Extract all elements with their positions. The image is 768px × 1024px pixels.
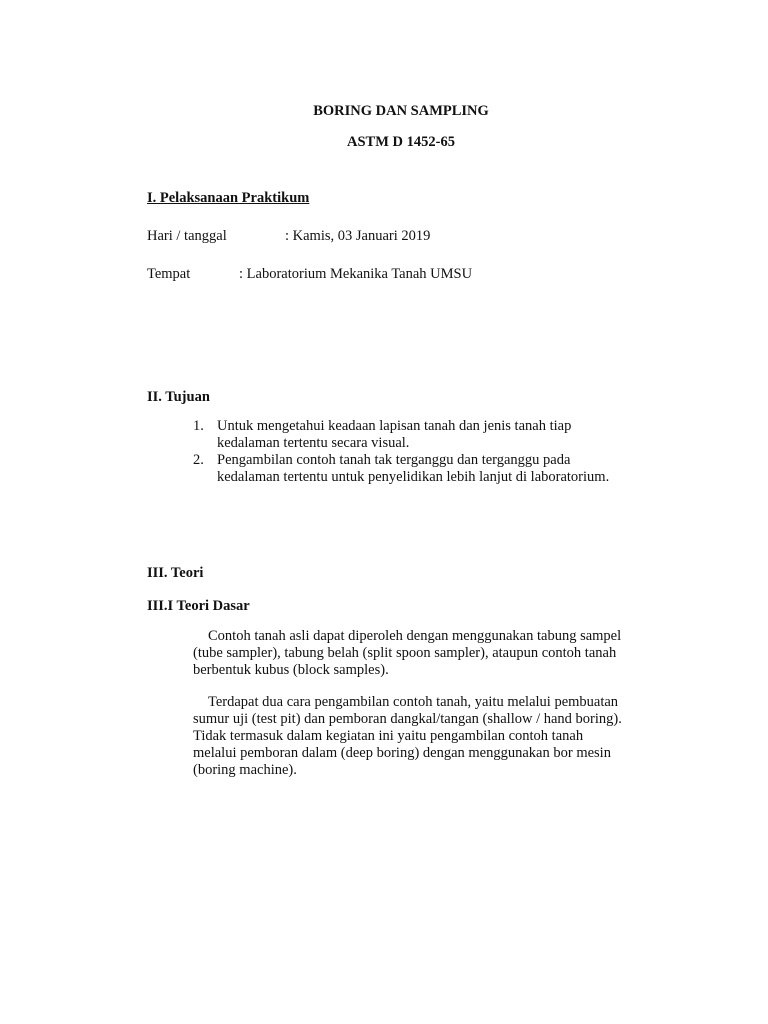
document-title: BORING DAN SAMPLING: [313, 103, 489, 119]
list-item-line: Pengambilan contoh tanah tak terganggu dan terganggu pada: [217, 452, 571, 468]
theory-paragraph-2: [193, 694, 663, 779]
paragraph-line: Tidak termasuk dalam kegiatan ini yaitu pengambilan contoh tanah: [193, 728, 584, 744]
paragraph-line: berbentuk kubus (block samples).: [193, 662, 389, 678]
section-2-heading: II. Tujuan: [147, 389, 210, 405]
paragraph-line: (tube sampler), tabung belah (split spoon sampler), ataupun contoh tanah: [193, 645, 617, 661]
list-item-number: 2.: [193, 452, 204, 468]
paragraph-line: (boring machine).: [193, 762, 297, 778]
place-value: : Laboratorium Mekanika Tanah UMSU: [239, 266, 473, 282]
section-3-heading: III. Teori: [147, 565, 204, 581]
paragraph-line: Contoh tanah asli dapat diperoleh dengan menggunakan tabung sampel: [208, 628, 622, 644]
date-value: : Kamis, 03 Januari 2019: [285, 228, 431, 244]
place-label: Tempat: [147, 266, 191, 282]
section-1-heading: I. Pelaksanaan Praktikum: [147, 190, 310, 206]
list-item-line: kedalaman tertentu untuk penyelidikan lebih lanjut di laboratorium.: [217, 469, 610, 485]
date-label: Hari / tanggal: [147, 228, 227, 244]
theory-paragraph-1: [193, 628, 663, 679]
list-item-line: Untuk mengetahui keadaan lapisan tanah dan jenis tanah tiap: [217, 418, 572, 434]
paragraph-line: Terdapat dua cara pengambilan contoh tanah, yaitu melalui pembuatan: [208, 694, 619, 710]
list-item: [193, 418, 663, 452]
paragraph-line: melalui pemboran dalam (deep boring) dengan menggunakan bor mesin: [193, 745, 611, 761]
objectives-list: [193, 418, 663, 486]
section-3-subheading: III.I Teori Dasar: [147, 598, 250, 614]
list-item-line: kedalaman tertentu secara visual.: [217, 435, 410, 451]
list-item: [193, 452, 663, 486]
document-subtitle: ASTM D 1452-65: [347, 134, 455, 150]
list-item-number: 1.: [193, 418, 204, 434]
paragraph-line: sumur uji (test pit) dan pemboran dangkal/tangan (shallow / hand boring).: [193, 711, 622, 727]
